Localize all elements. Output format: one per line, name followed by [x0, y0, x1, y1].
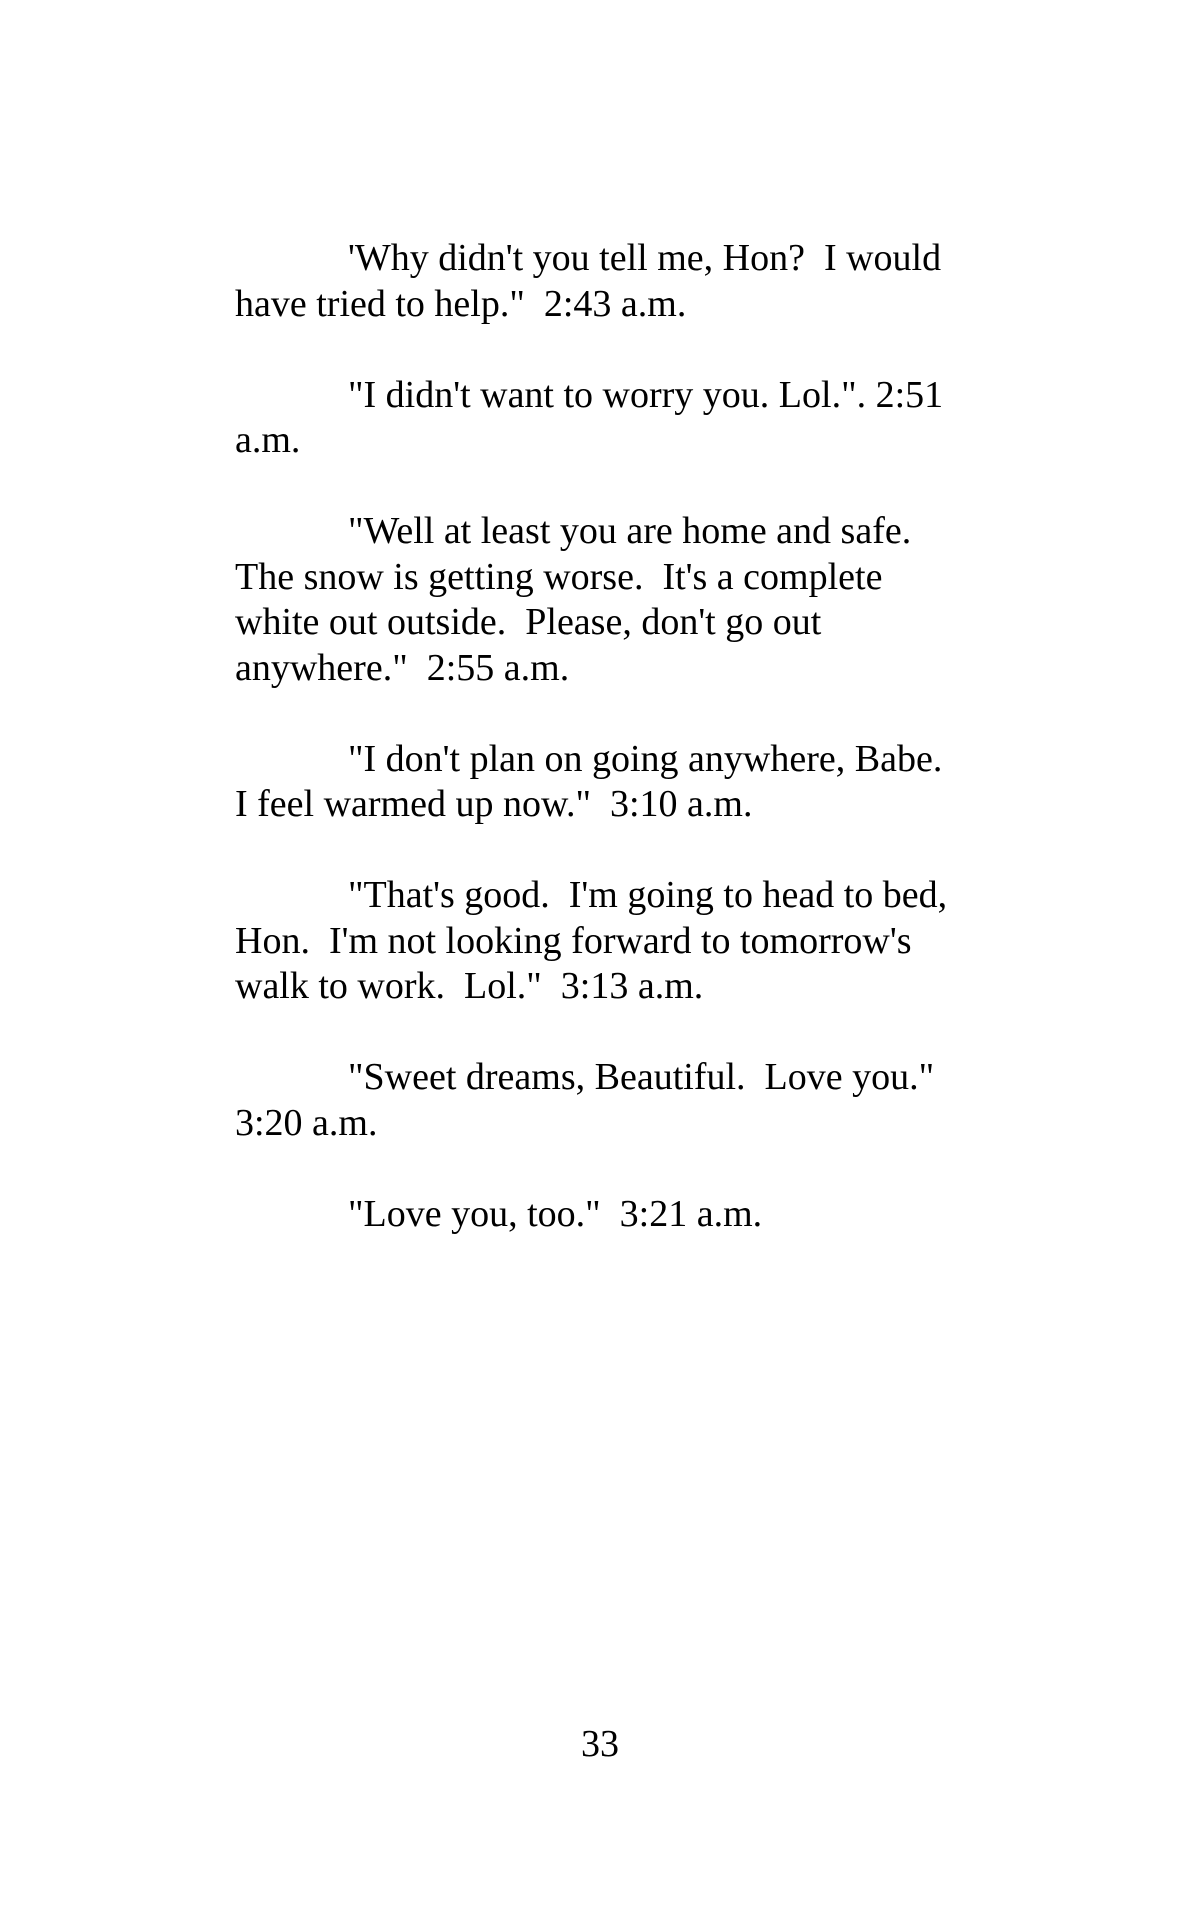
body-text [235, 236, 965, 1283]
paragraph: "I didn't want to worry you. Lol.". 2:51 a.m. [235, 373, 953, 461]
paragraph: 'Why didn't you tell me, Hon? I would have tried to help." 2:43 a.m. [235, 237, 951, 325]
paragraph: "That's good. I'm going to head to bed, Hon. I'm not looking forward to tomorrow's walk to work. Lol." 3:13 a.m. [235, 874, 957, 1007]
page-number: 33 [581, 1723, 619, 1765]
paragraph: "Sweet dreams, Beautiful. Love you." 3:20 a.m. [235, 1056, 954, 1144]
paragraph: "Well at least you are home and safe. The snow is getting worse. It's a complete white out outside. Please, don't go out anywhere." 2:55 a.m. [235, 510, 921, 689]
paragraph: "Love you, too." 3:21 a.m. [348, 1192, 763, 1235]
paragraph: "I don't plan on going anywhere, Babe. I feel warmed up now." 3:10 a.m. [235, 737, 962, 825]
